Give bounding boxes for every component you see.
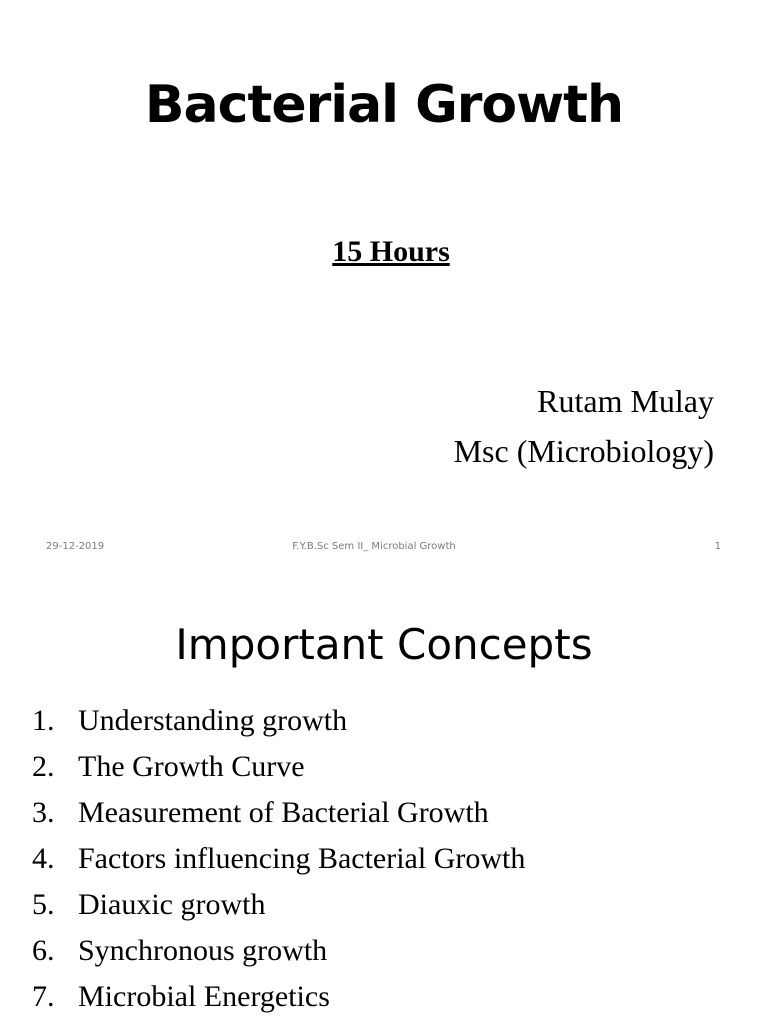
- item-number: 6.: [32, 934, 55, 967]
- item-text: Diauxic growth: [78, 888, 266, 921]
- item-number: 4.: [32, 842, 55, 875]
- footer-date: 29-12-2019: [46, 541, 105, 552]
- duration-text: 15 Hours: [332, 235, 450, 268]
- item-text: Synchronous growth: [78, 934, 328, 967]
- author-name: Rutam Mulay: [537, 383, 714, 419]
- item-text: Understanding growth: [78, 704, 348, 737]
- item-text: Measurement of Bacterial Growth: [78, 796, 489, 829]
- author-degree: Msc (Microbiology): [453, 433, 714, 469]
- list-item: [32, 698, 525, 744]
- item-text: Microbial Energetics: [78, 980, 330, 1013]
- item-number: 3.: [32, 796, 55, 829]
- list-item: [32, 836, 525, 882]
- item-text: The Growth Curve: [78, 750, 305, 783]
- item-number: 7.: [32, 980, 55, 1013]
- course-duration: [0, 234, 768, 270]
- concepts-slide: [0, 576, 768, 1024]
- list-item: [32, 744, 525, 790]
- footer-course: F.Y.B.Sc Sem II_ Microbial Growth: [292, 541, 456, 552]
- item-text: Factors influencing Bacterial Growth: [78, 842, 526, 875]
- item-number: 1.: [32, 704, 55, 737]
- concepts-list: [32, 698, 525, 1020]
- item-number: 5.: [32, 888, 55, 921]
- slide-title: Bacterial Growth: [144, 75, 624, 135]
- list-item: [32, 928, 525, 974]
- item-number: 2.: [32, 750, 55, 783]
- slide-title: Important Concepts: [175, 620, 593, 669]
- list-item: [32, 790, 525, 836]
- footer-page-number: 1: [714, 541, 721, 552]
- list-item: [32, 882, 525, 928]
- list-item: [32, 974, 525, 1020]
